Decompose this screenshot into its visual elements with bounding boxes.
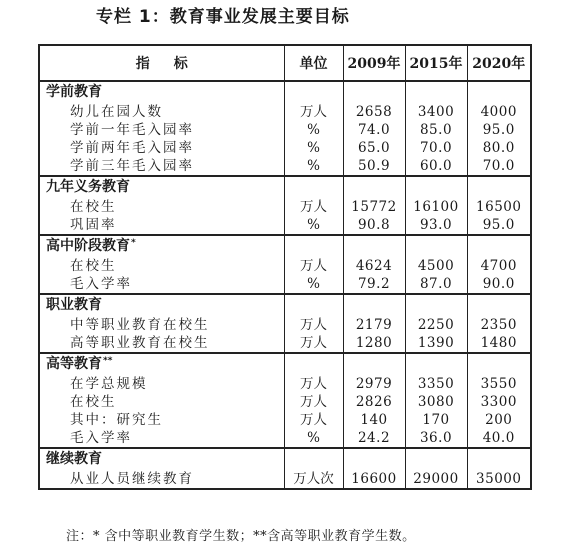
- section-title: [39, 448, 284, 470]
- value-2009: 4624: [343, 257, 405, 275]
- section-empty-cell: [284, 176, 343, 198]
- indicator-name: 巩固率: [39, 216, 284, 235]
- section-row: [39, 235, 531, 257]
- section-empty-cell: [467, 294, 531, 316]
- header-2015: 2015年: [405, 45, 467, 81]
- value-2015: 4500: [405, 257, 467, 275]
- section-empty-cell: [343, 294, 405, 316]
- header-2020: 2020年: [467, 45, 531, 81]
- section-empty-cell: [405, 81, 467, 103]
- table-header-row: [39, 45, 531, 81]
- section-empty-cell: [467, 176, 531, 198]
- unit-cell: 万人: [284, 257, 343, 275]
- table-row: [39, 375, 531, 393]
- header-unit: 单位: [284, 45, 343, 81]
- table-row: [39, 157, 531, 176]
- indicator-name: 学前一年毛入园率: [39, 121, 284, 139]
- value-2009: 16600: [343, 470, 405, 489]
- value-2020: 80.0: [467, 139, 531, 157]
- indicator-name: 毛入学率: [39, 275, 284, 294]
- value-2015: 85.0: [405, 121, 467, 139]
- section-footnote-mark: *: [131, 238, 136, 248]
- value-2009: 74.0: [343, 121, 405, 139]
- value-2020: 200: [467, 411, 531, 429]
- value-2009: 15772: [343, 198, 405, 216]
- footnote: 注：* 含中等职业教育学生数；**含高等职业教育学生数。: [66, 529, 416, 544]
- value-2015: 170: [405, 411, 467, 429]
- indicator-name: 其中：研究生: [39, 411, 284, 429]
- unit-cell: %: [284, 216, 343, 235]
- section-empty-cell: [284, 235, 343, 257]
- section-empty-cell: [405, 353, 467, 375]
- value-2009: 2658: [343, 103, 405, 121]
- indicator-name: 从业人员继续教育: [39, 470, 284, 489]
- value-2009: 2979: [343, 375, 405, 393]
- section-row: [39, 294, 531, 316]
- unit-cell: %: [284, 429, 343, 448]
- section-title: [39, 176, 284, 198]
- table-row: [39, 316, 531, 334]
- value-2015: 3400: [405, 103, 467, 121]
- indicator-name: 在校生: [39, 198, 284, 216]
- value-2020: 40.0: [467, 429, 531, 448]
- indicator-name: 学前三年毛入园率: [39, 157, 284, 176]
- unit-cell: 万人: [284, 103, 343, 121]
- indicator-name: 毛入学率: [39, 429, 284, 448]
- section-row: [39, 81, 531, 103]
- value-2009: 79.2: [343, 275, 405, 294]
- education-targets-table: [38, 44, 532, 490]
- value-2020: 2350: [467, 316, 531, 334]
- value-2015: 16100: [405, 198, 467, 216]
- table-row: [39, 103, 531, 121]
- section-title-text: 职业教育: [46, 297, 102, 313]
- section-empty-cell: [343, 235, 405, 257]
- table-row: [39, 470, 531, 489]
- section-empty-cell: [405, 448, 467, 470]
- section-empty-cell: [405, 176, 467, 198]
- table-row: [39, 411, 531, 429]
- unit-cell: %: [284, 275, 343, 294]
- section-empty-cell: [467, 81, 531, 103]
- value-2020: 1480: [467, 334, 531, 353]
- value-2009: 65.0: [343, 139, 405, 157]
- value-2009: 2826: [343, 393, 405, 411]
- section-title: [39, 353, 284, 375]
- table-row: [39, 275, 531, 294]
- value-2009: 1280: [343, 334, 405, 353]
- table-row: [39, 216, 531, 235]
- section-empty-cell: [467, 448, 531, 470]
- table-row: [39, 429, 531, 448]
- value-2020: 16500: [467, 198, 531, 216]
- unit-cell: 万人: [284, 334, 343, 353]
- section-empty-cell: [405, 235, 467, 257]
- page-title: 专栏 1：教育事业发展主要目标: [96, 7, 350, 27]
- value-2009: 90.8: [343, 216, 405, 235]
- section-empty-cell: [343, 448, 405, 470]
- indicator-name: 在学总规模: [39, 375, 284, 393]
- value-2015: 87.0: [405, 275, 467, 294]
- indicator-name: 学前两年毛入园率: [39, 139, 284, 157]
- indicator-name: 在校生: [39, 393, 284, 411]
- value-2009: 140: [343, 411, 405, 429]
- value-2020: 70.0: [467, 157, 531, 176]
- value-2015: 29000: [405, 470, 467, 489]
- value-2015: 3350: [405, 375, 467, 393]
- section-title: [39, 235, 284, 257]
- value-2020: 4700: [467, 257, 531, 275]
- indicator-name: 高等职业教育在校生: [39, 334, 284, 353]
- section-title-text: 继续教育: [46, 451, 102, 467]
- value-2020: 95.0: [467, 216, 531, 235]
- section-empty-cell: [284, 81, 343, 103]
- table-row: [39, 393, 531, 411]
- value-2015: 3080: [405, 393, 467, 411]
- value-2015: 2250: [405, 316, 467, 334]
- value-2009: 2179: [343, 316, 405, 334]
- section-empty-cell: [343, 353, 405, 375]
- value-2020: 95.0: [467, 121, 531, 139]
- section-row: [39, 448, 531, 470]
- section-empty-cell: [467, 235, 531, 257]
- table-row: [39, 139, 531, 157]
- indicator-name: 幼儿在园人数: [39, 103, 284, 121]
- value-2009: 24.2: [343, 429, 405, 448]
- unit-cell: 万人: [284, 375, 343, 393]
- unit-cell: 万人: [284, 393, 343, 411]
- section-empty-cell: [284, 353, 343, 375]
- table-row: [39, 198, 531, 216]
- header-2009: 2009年: [343, 45, 405, 81]
- section-footnote-mark: **: [103, 356, 113, 366]
- section-title-text: 高等教育: [46, 356, 102, 372]
- section-row: [39, 353, 531, 375]
- value-2009: 50.9: [343, 157, 405, 176]
- section-title: [39, 81, 284, 103]
- value-2020: 4000: [467, 103, 531, 121]
- table-row: [39, 334, 531, 353]
- value-2020: 3300: [467, 393, 531, 411]
- value-2015: 70.0: [405, 139, 467, 157]
- section-empty-cell: [343, 176, 405, 198]
- section-empty-cell: [343, 81, 405, 103]
- unit-cell: %: [284, 157, 343, 176]
- section-empty-cell: [284, 448, 343, 470]
- unit-cell: 万人次: [284, 470, 343, 489]
- section-empty-cell: [467, 353, 531, 375]
- value-2015: 36.0: [405, 429, 467, 448]
- indicator-name: 在校生: [39, 257, 284, 275]
- value-2020: 90.0: [467, 275, 531, 294]
- value-2015: 60.0: [405, 157, 467, 176]
- unit-cell: 万人: [284, 198, 343, 216]
- section-row: [39, 176, 531, 198]
- section-title-text: 学前教育: [46, 84, 102, 100]
- unit-cell: %: [284, 121, 343, 139]
- value-2020: 35000: [467, 470, 531, 489]
- header-indicator: 指标: [39, 45, 284, 81]
- value-2015: 1390: [405, 334, 467, 353]
- indicator-name: 中等职业教育在校生: [39, 316, 284, 334]
- table-row: [39, 257, 531, 275]
- section-title: [39, 294, 284, 316]
- value-2020: 3550: [467, 375, 531, 393]
- table-row: [39, 121, 531, 139]
- unit-cell: 万人: [284, 316, 343, 334]
- section-title-text: 高中阶段教育: [46, 238, 130, 254]
- section-empty-cell: [284, 294, 343, 316]
- section-empty-cell: [405, 294, 467, 316]
- unit-cell: %: [284, 139, 343, 157]
- section-title-text: 九年义务教育: [46, 179, 130, 195]
- table-body: [39, 81, 531, 489]
- unit-cell: 万人: [284, 411, 343, 429]
- targets-table-container: [38, 44, 530, 520]
- value-2015: 93.0: [405, 216, 467, 235]
